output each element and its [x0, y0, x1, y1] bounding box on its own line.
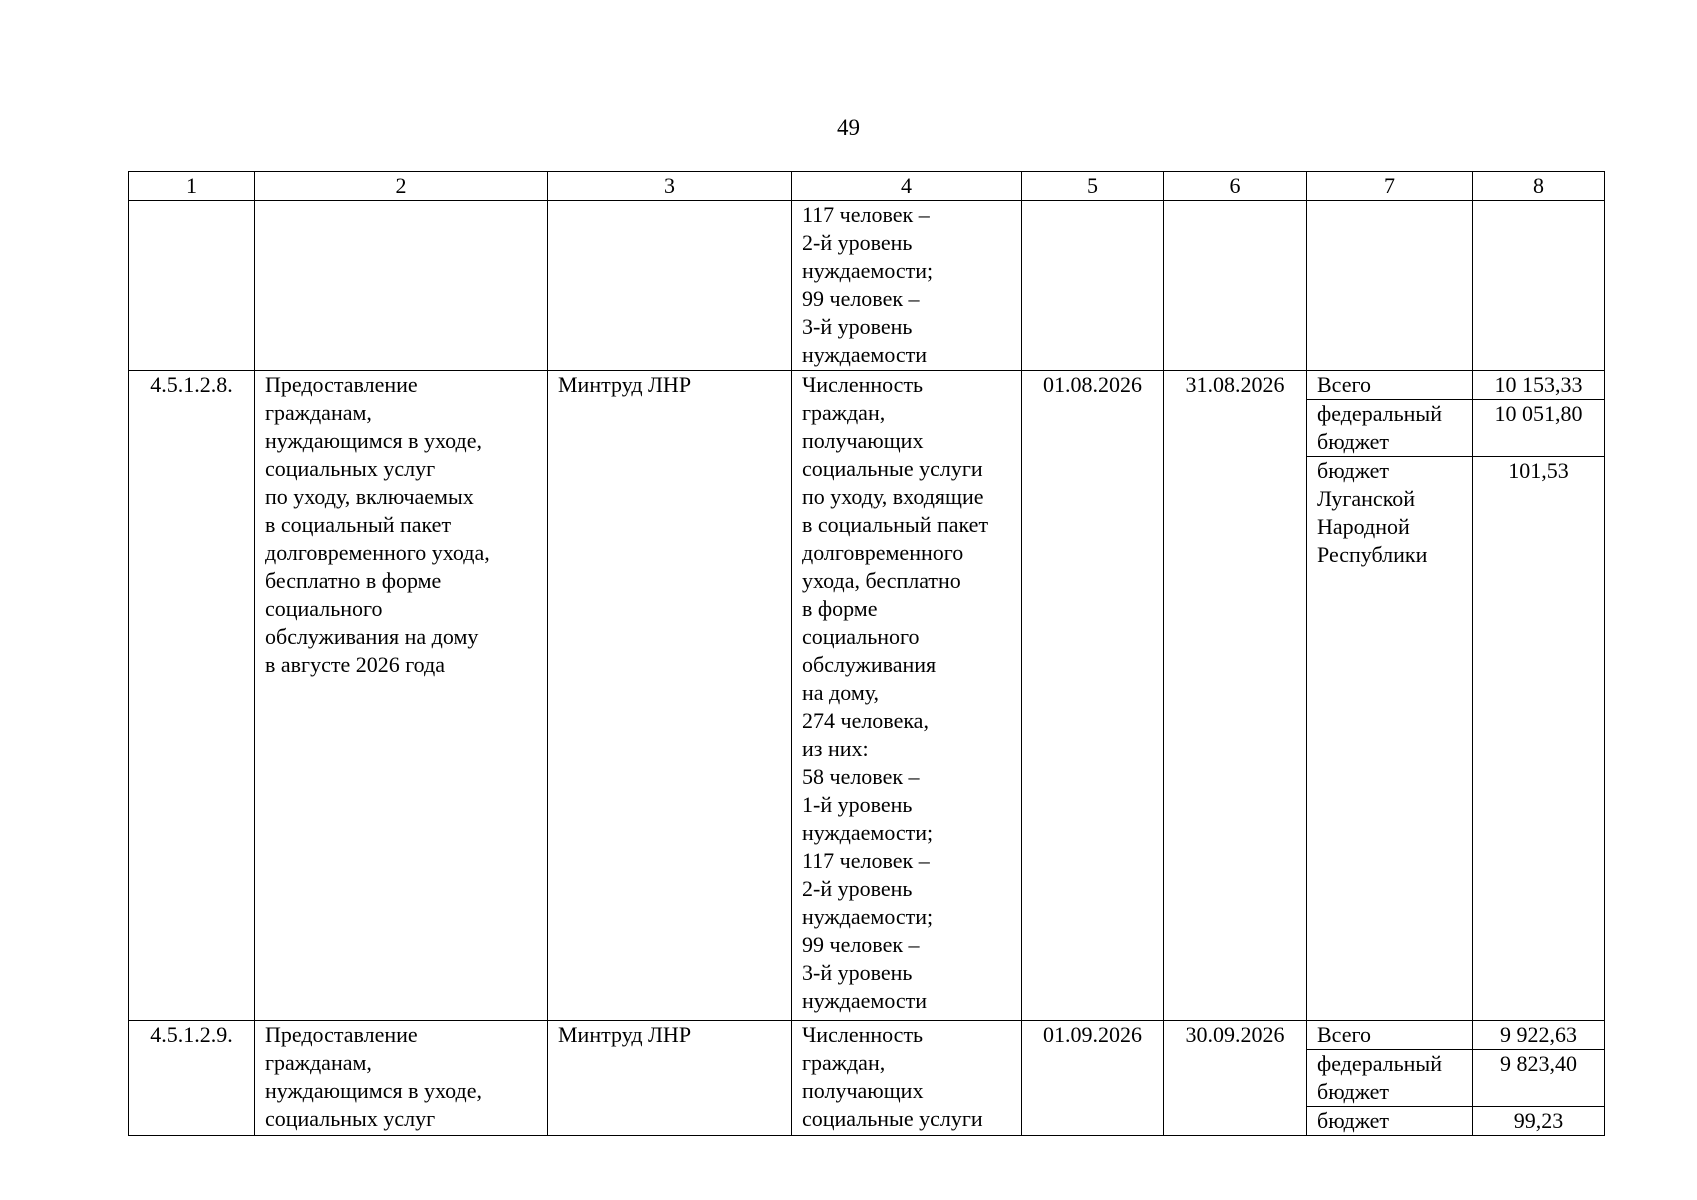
funding-source-cell — [1307, 1050, 1473, 1107]
continuation-row — [129, 201, 1605, 371]
funding-amount: 99,23 — [1513, 1108, 1564, 1133]
row-name-cell — [255, 1021, 548, 1136]
row-name-cell — [255, 371, 548, 1021]
funding-amount: 10 051,80 — [1494, 401, 1583, 426]
funding-source-cell — [1307, 1021, 1473, 1050]
row-number: 4.5.1.2.9. — [150, 1022, 233, 1047]
column-header-6: 6 — [1164, 172, 1307, 201]
row-number-cell — [129, 371, 255, 1021]
funding-amount-cell — [1473, 400, 1605, 457]
column-header-8: 8 — [1473, 172, 1605, 201]
funding-source-cell — [1307, 1107, 1473, 1136]
cont-number-cell — [129, 201, 255, 371]
funding-amount-cell — [1473, 1107, 1605, 1136]
funding-amount: 9 922,63 — [1500, 1022, 1577, 1047]
cont-end-cell — [1164, 201, 1307, 371]
row-end-cell — [1164, 1021, 1307, 1136]
row-number: 4.5.1.2.8. — [150, 372, 233, 397]
funding-amount: 9 823,40 — [1500, 1051, 1577, 1076]
funding-amount-cell — [1473, 1050, 1605, 1107]
cont-source-cell — [1307, 201, 1473, 371]
row-end-date: 31.08.2026 — [1185, 372, 1285, 397]
funding-source: Всего — [1317, 372, 1371, 397]
row-start-cell — [1022, 371, 1164, 1021]
funding-source-cell — [1307, 400, 1473, 457]
row-name: Предоставление гражданам, нуждающимся в уходе, социальных услуг — [265, 1022, 482, 1131]
funding-amount-cell — [1473, 457, 1605, 1021]
cont-amount-cell — [1473, 201, 1605, 371]
row-indicator: Численность граждан, получающих социальные услуги по уходу, входящие в социальный пакет долговременного ухода, бесплатно в форме социального обслуживания на дому, 274 человека, из них: 58 человек – 1-й уровень нуждаемости; 117 человек – 2-й уровень нуждаемости; 99 человек – 3-й уровень нуждаемости — [802, 372, 989, 1013]
funding-amount: 10 153,33 — [1494, 372, 1583, 397]
row-start-date: 01.08.2026 — [1043, 372, 1142, 397]
table-row — [129, 1021, 1605, 1050]
cont-indicator-cell — [792, 201, 1022, 371]
cont-name-cell — [255, 201, 548, 371]
row-executor-cell — [548, 1021, 792, 1136]
row-executor: Минтруд ЛНР — [558, 1022, 692, 1047]
header-row — [129, 172, 1605, 201]
funding-source: Всего — [1317, 1022, 1371, 1047]
funding-source: бюджет Луганской Народной Республики — [1317, 458, 1428, 567]
row-name: Предоставление гражданам, нуждающимся в уходе, социальных услуг по уходу, включаемых в социальный пакет долговременного ухода, бесплатно в форме социального обслуживания на дому в августе 2026 года — [265, 372, 490, 677]
funding-source-cell — [1307, 371, 1473, 400]
column-header-5: 5 — [1022, 172, 1164, 201]
column-header-3: 3 — [548, 172, 792, 201]
funding-source: федеральный бюджет — [1317, 401, 1442, 454]
cont-start-cell — [1022, 201, 1164, 371]
cont-executor-cell — [548, 201, 792, 371]
row-indicator-cell — [792, 371, 1022, 1021]
row-start-cell — [1022, 1021, 1164, 1136]
page-number: 49 — [837, 115, 860, 140]
row-end-date: 30.09.2026 — [1185, 1022, 1285, 1047]
funding-amount-cell — [1473, 371, 1605, 400]
column-header-2: 2 — [255, 172, 548, 201]
funding-source-cell — [1307, 457, 1473, 1021]
program-table — [128, 171, 1605, 1136]
row-number-cell — [129, 1021, 255, 1136]
funding-source: бюджет — [1317, 1108, 1389, 1133]
table-row — [129, 371, 1605, 400]
funding-amount-cell — [1473, 1021, 1605, 1050]
row-end-cell — [1164, 371, 1307, 1021]
column-header-7: 7 — [1307, 172, 1473, 201]
column-header-1: 1 — [129, 172, 255, 201]
column-header-4: 4 — [792, 172, 1022, 201]
row-indicator: Численность граждан, получающих социальные услуги — [802, 1022, 983, 1131]
row-executor-cell — [548, 371, 792, 1021]
cont-indicator-text: 117 человек – 2-й уровень нуждаемости; 99 человек – 3-й уровень нуждаемости — [802, 202, 934, 367]
row-start-date: 01.09.2026 — [1043, 1022, 1142, 1047]
row-executor: Минтруд ЛНР — [558, 372, 692, 397]
funding-source: федеральный бюджет — [1317, 1051, 1442, 1104]
row-indicator-cell — [792, 1021, 1022, 1136]
funding-amount: 101,53 — [1508, 458, 1569, 483]
